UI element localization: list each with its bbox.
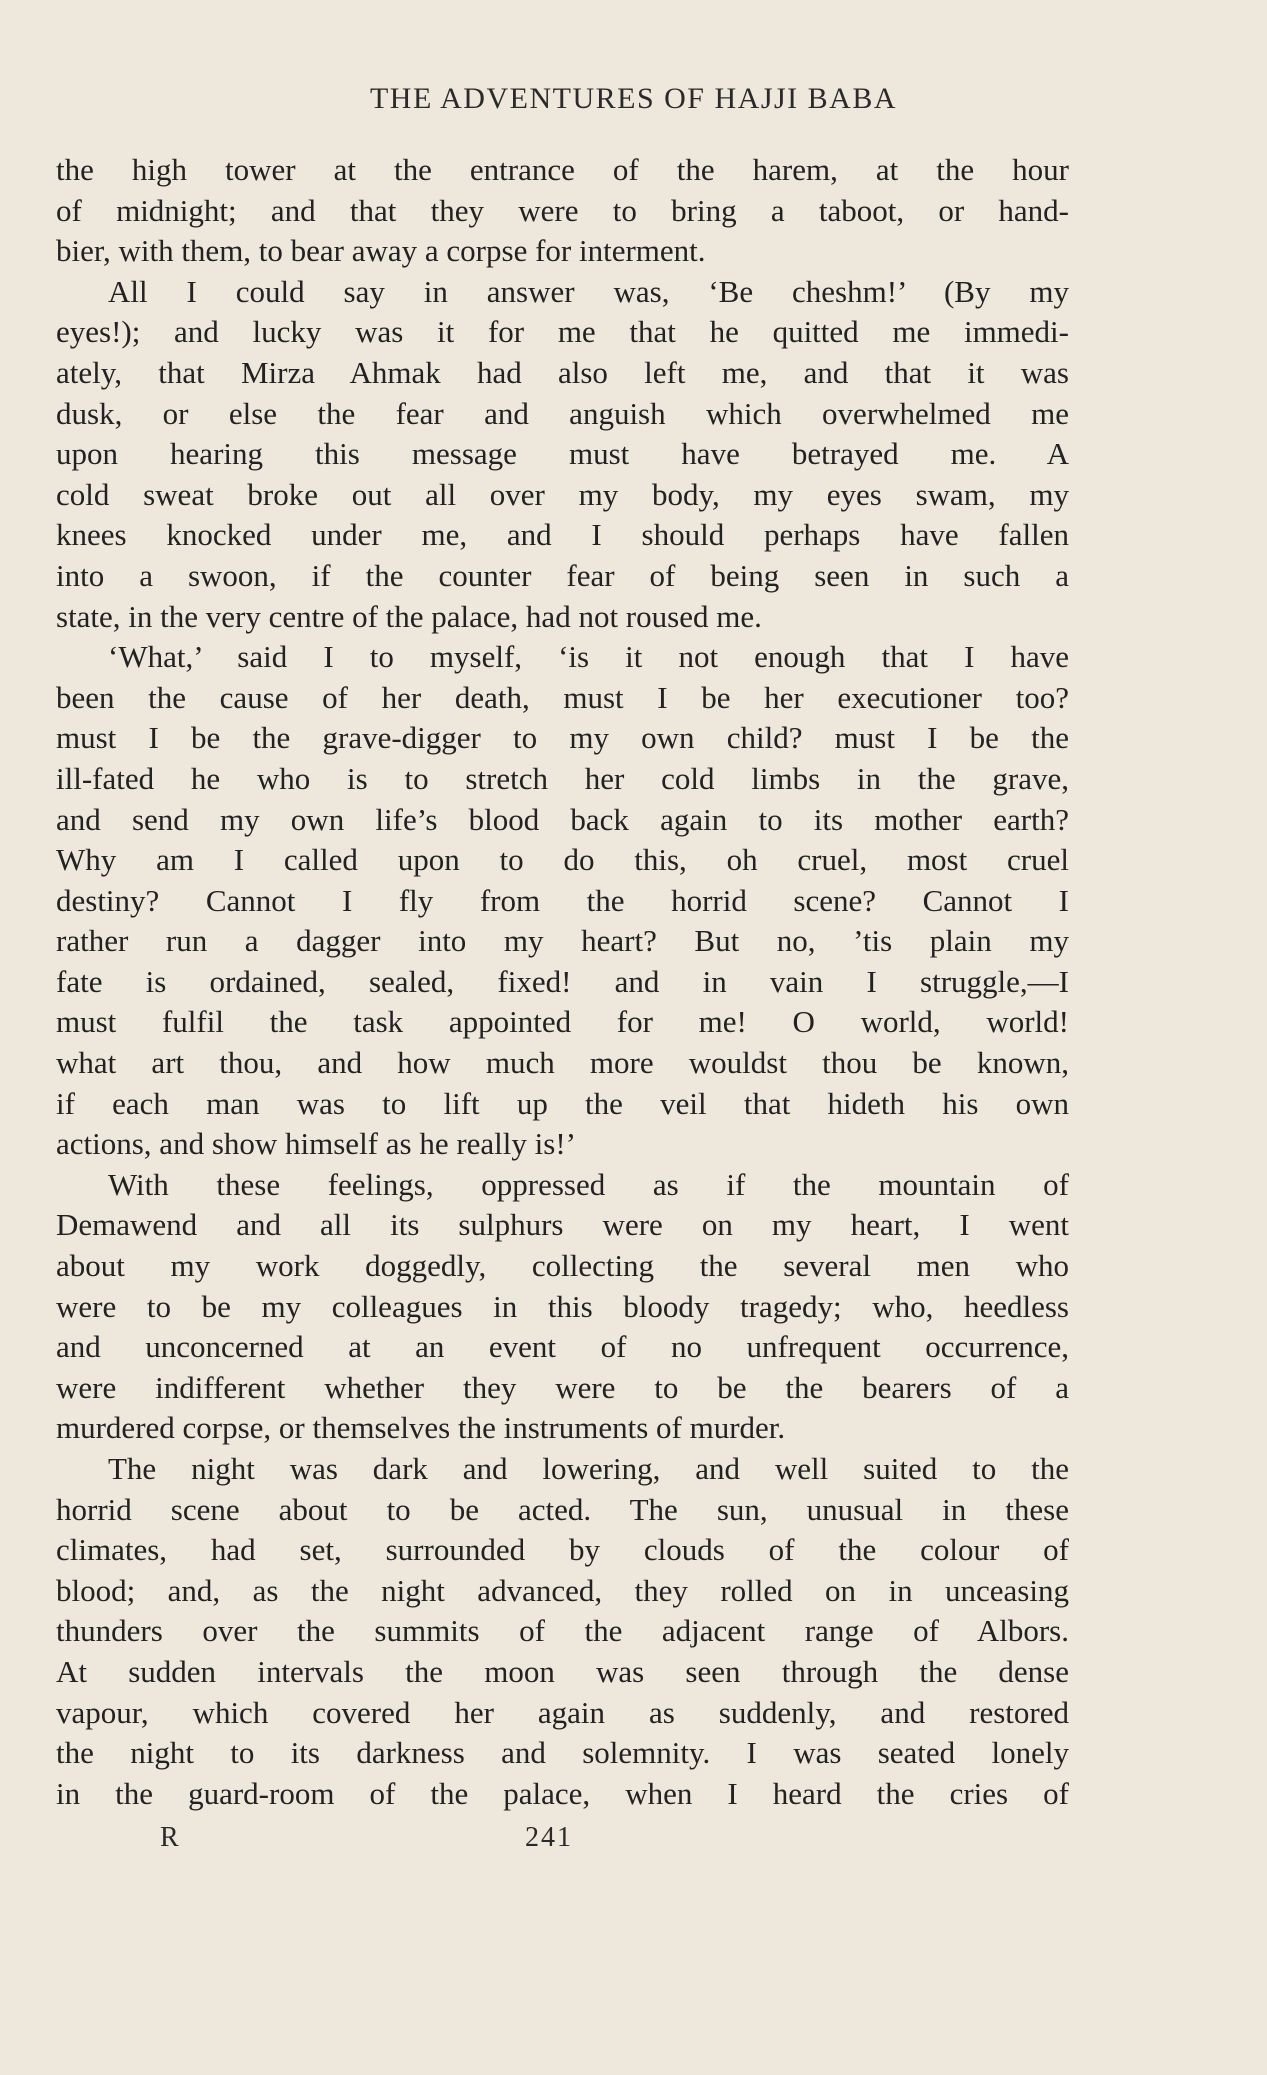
text-line: eyes!); and lucky was it for me that he quitted me immedi-	[56, 314, 1069, 350]
text-line: into a swoon, if the counter fear of being seen in such a	[56, 557, 1069, 593]
text-line: murdered corpse, or themselves the instruments of murder.	[56, 1410, 786, 1446]
text-line: Demawend and all its sulphurs were on my heart, I went	[56, 1207, 1069, 1243]
text-line: about my work doggedly, collecting the several men who	[56, 1248, 1069, 1284]
signature-mark: R	[160, 1822, 179, 1853]
text-line: bier, with them, to bear away a corpse for interment.	[56, 233, 706, 269]
text-line: rather run a dagger into my heart? But no, ’tis plain my	[56, 923, 1069, 959]
text-line: horrid scene about to be acted. The sun, unusual in these	[56, 1491, 1069, 1527]
text-line: All I could say in answer was, ‘Be cheshm!’ (By my	[108, 273, 1069, 309]
text-line: vapour, which covered her again as suddenly, and restored	[56, 1694, 1069, 1730]
text-line: the night to its darkness and solemnity. I was seated lonely	[56, 1735, 1069, 1771]
text-line: must fulfil the task appointed for me! O world, world!	[56, 1004, 1069, 1040]
text-line: what art thou, and how much more wouldst thou be known,	[56, 1045, 1069, 1081]
text-line: ill-fated he who is to stretch her cold limbs in the grave,	[56, 760, 1069, 796]
text-line: state, in the very centre of the palace, had not roused me.	[56, 598, 762, 634]
text-line: The night was dark and lowering, and well suited to the	[108, 1451, 1069, 1486]
text-line: knees knocked under me, and I should perhaps have fallen	[56, 517, 1069, 553]
text-line: were to be my colleagues in this bloody tragedy; who, heedless	[56, 1288, 1069, 1324]
text-line: thunders over the summits of the adjacent range of Albors.	[56, 1613, 1069, 1649]
text-line: were indifferent whether they were to be the bearers of a	[56, 1369, 1069, 1405]
text-line: and unconcerned at an event of no unfrequent occurrence,	[56, 1329, 1069, 1365]
body-text	[56, 150, 1069, 1814]
text-line: Why am I called upon to do this, oh cruel, most cruel	[56, 842, 1069, 878]
text-line: At sudden intervals the moon was seen through the dense	[56, 1653, 1069, 1689]
text-line: climates, had set, surrounded by clouds of the colour of	[56, 1532, 1069, 1568]
text-line: must I be the grave-digger to my own child? must I be the	[56, 720, 1069, 756]
text-line: been the cause of her death, must I be her executioner too?	[56, 679, 1069, 715]
text-line: upon hearing this message must have betrayed me. A	[56, 436, 1069, 472]
text-line: actions, and show himself as he really is!’	[56, 1126, 576, 1162]
page-number: 241	[525, 1822, 573, 1853]
page-footer	[0, 1822, 1267, 1862]
text-line: cold sweat broke out all over my body, my eyes swam, my	[56, 476, 1069, 512]
text-line: and send my own life’s blood back again to its mother earth?	[56, 801, 1069, 837]
text-line: blood; and, as the night advanced, they rolled on in unceasing	[56, 1572, 1069, 1608]
text-line: fate is ordained, sealed, fixed! and in vain I struggle,—I	[56, 963, 1069, 999]
running-head: THE ADVENTURES OF HAJJI BABA	[369, 82, 898, 115]
text-line: With these feelings, oppressed as if the mountain of	[108, 1166, 1069, 1202]
text-line: ately, that Mirza Ahmak had also left me, and that it was	[56, 354, 1069, 390]
text-line: of midnight; and that they were to bring a taboot, or hand-	[56, 192, 1069, 228]
text-line: dusk, or else the fear and anguish which overwhelmed me	[56, 395, 1069, 431]
text-line: destiny? Cannot I fly from the horrid scene? Cannot I	[56, 882, 1069, 918]
text-line: in the guard-room of the palace, when I heard the cries of	[56, 1775, 1069, 1811]
text-line: ‘What,’ said I to myself, ‘is it not enough that I have	[108, 639, 1069, 675]
text-line: if each man was to lift up the veil that hideth his own	[56, 1085, 1069, 1121]
text-line: the high tower at the entrance of the harem, at the hour	[56, 152, 1069, 187]
